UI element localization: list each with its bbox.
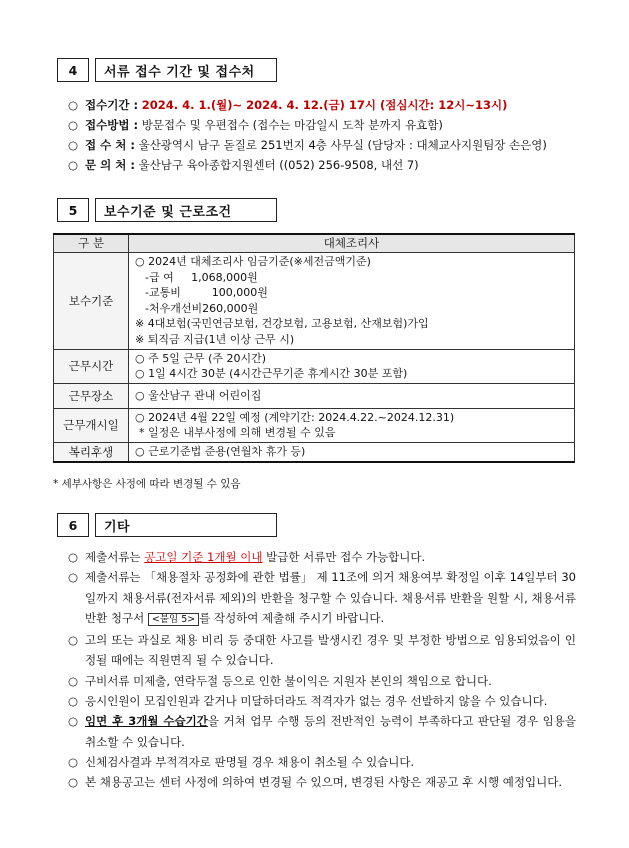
row-label: 근무시간: [54, 349, 129, 383]
row-content: ○ 울산남구 관내 어린이집: [129, 383, 575, 408]
row-content: ○ 근로기준법 준용(연월차 휴가 등): [129, 442, 575, 462]
section-number: 4: [57, 58, 89, 82]
table-row: [54, 349, 575, 383]
list-item: ○ 제출서류는 「채용절차 공정화에 관한 법률」 제 11조에 의거 채용여부 확정일 이후 14일부터 30일까지 채용서류(전자서류 제외)의 반환을 청구할 수 있습니다. 채용서류 반환을 원할 시, 채용서류 반환 청구서 <붙임 5> 를 작성하여 제출해 주시기 바랍니다.: [68, 570, 576, 625]
column-header: 대체조리사: [129, 234, 575, 253]
column-header: 구 분: [54, 234, 129, 253]
working-conditions-table: [53, 233, 575, 463]
list-item: ○ 문 의 처 : 울산남구 육아종합지원센터 ((052) 256-9508, 내선 7): [68, 158, 419, 172]
other-notes-list: [68, 547, 576, 793]
application-info-list: [68, 95, 547, 175]
row-label: 근무개시일: [54, 408, 129, 442]
list-item: ○ 고의 또는 과실로 채용 비리 등 중대한 사고를 발생시킨 경우 및 부정한 방법으로 임용되었음이 인정될 때에는 직원면직 될 수 있습니다.: [68, 633, 576, 668]
list-item: ○ 접수기간 : 2024. 4. 1.(월)~ 2024. 4. 12.(금) 17시 (점심시간: 12시~13시): [68, 98, 508, 112]
row-label: 근무장소: [54, 383, 129, 408]
table-row: [54, 253, 575, 350]
section-4-header: [57, 58, 277, 82]
section-title: 기타: [95, 513, 277, 537]
list-item: ○ 제출서류는 공고일 기준 1개월 이내 발급한 서류만 접수 가능합니다.: [68, 550, 426, 564]
table-footnote: * 세부사항은 사정에 따라 변경될 수 있음: [53, 478, 241, 490]
row-content: ○ 2024년 대체조리사 임금기준(※세전금액기준) -급 여 1,068,000원 -교통비 100,000원 -처우개선비260,000원 ※ 4대보험(국민연금보험, 건강보험, 고용보험, 산재보험)가입 ※ 퇴직금 지급(1년 이상 근무 시): [129, 253, 575, 350]
section-5-header: [57, 198, 277, 222]
table-row: [54, 442, 575, 462]
list-item: ○ 임면 후 3개월 수습기간을 거쳐 업무 수행 등의 전반적인 능력이 부족하다고 판단될 경우 임용을 취소할 수 있습니다.: [68, 714, 576, 749]
table-row: [54, 383, 575, 408]
attachment-badge: <붙임 5>: [148, 613, 199, 626]
section-number: 5: [57, 198, 89, 222]
row-label: 복리후생: [54, 442, 129, 462]
section-title: 보수기준 및 근로조건: [95, 198, 277, 222]
list-item: ○ 접수방법 : 방문접수 및 우편접수 (접수는 마감일시 도착 분까지 유효함): [68, 118, 443, 132]
row-content: ○ 2024년 4월 22일 예정 (계약기간: 2024.4.22.~2024.12.31) * 일정은 내부사정에 의해 변경될 수 있음: [129, 408, 575, 442]
section-number: 6: [57, 513, 89, 537]
table-header-row: [54, 234, 575, 253]
row-content: ○ 주 5일 근무 (주 20시간) ○ 1일 4시간 30분 (4시간근무기준 휴게시간 30분 포함): [129, 349, 575, 383]
row-label: 보수기준: [54, 253, 129, 350]
list-item: ○ 구비서류 미제출, 연락두절 등으로 인한 불이익은 지원자 본인의 책임으로 합니다.: [68, 673, 492, 688]
section-6-header: [57, 513, 277, 537]
list-item: ○ 신체검사결과 부적격자로 판명될 경우 채용이 취소될 수 있습니다.: [68, 754, 415, 769]
section-title: 서류 접수 기간 및 접수처: [95, 58, 277, 82]
list-item: ○ 접 수 처 : 울산광역시 남구 돋질로 251번지 4층 사무실 (담당자 : 대체교사지원팀장 손은영): [68, 138, 547, 152]
table-row: [54, 408, 575, 442]
list-item: ○ 본 채용공고는 센터 사정에 의하여 변경될 수 있으며, 변경된 사항은 재공고 후 시행 예정입니다.: [68, 775, 562, 790]
list-item: ○ 응시인원이 모집인원과 같거나 미달하더라도 적격자가 없는 경우 선발하지 않을 수 있습니다.: [68, 694, 548, 709]
